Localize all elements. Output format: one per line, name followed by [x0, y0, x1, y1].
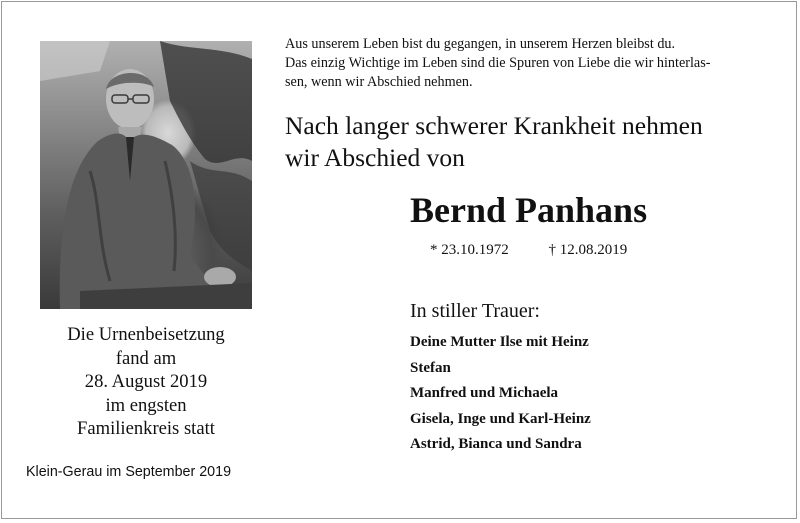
- burial-line: Die Urnenbeisetzung: [67, 324, 225, 345]
- mourner-entry: Manfred und Michaela: [410, 385, 559, 401]
- quote-line: Das einzig Wichtige im Leben sind die Spuren von Liebe die wir hinterlas-: [285, 55, 711, 71]
- intro-line: Nach langer schwerer Krankheit nehmen: [285, 111, 703, 140]
- quote-line: sen, wenn wir Abschied nehmen.: [285, 74, 473, 90]
- announcement-intro: [285, 110, 785, 174]
- mourner-entry: Gisela, Inge und Karl-Heinz: [410, 410, 591, 427]
- burial-line: Familienkreis statt: [77, 418, 215, 439]
- birth-date: * 23.10.1972: [430, 242, 509, 258]
- portrait-illustration: [40, 41, 252, 309]
- life-dates: [430, 240, 627, 260]
- burial-line: im engsten: [105, 394, 187, 416]
- place-and-date: Klein-Gerau im September 2019: [26, 464, 232, 480]
- mourner-entry: Stefan: [410, 359, 451, 376]
- burial-line: fand am: [115, 347, 177, 369]
- quote-line: Aus unserem Leben bist du gegangen, in unserem Herzen bleibst du.: [285, 36, 676, 52]
- burial-notice: [26, 323, 266, 441]
- mourning-heading: In stiller Trauer:: [410, 300, 540, 322]
- memorial-quote: [285, 35, 785, 92]
- deceased-name: Bernd Panhans: [410, 190, 648, 230]
- portrait-photo: [40, 41, 252, 309]
- burial-line: 28. August 2019: [84, 371, 208, 392]
- mourner-entry: Astrid, Bianca und Sandra: [410, 436, 582, 452]
- death-date: † 12.08.2019: [548, 242, 628, 258]
- mourners-list: [410, 330, 591, 458]
- mourner-entry: Deine Mutter Ilse mit Heinz: [410, 334, 589, 350]
- intro-line: wir Abschied von: [285, 143, 465, 172]
- obituary-notice: [1, 1, 797, 519]
